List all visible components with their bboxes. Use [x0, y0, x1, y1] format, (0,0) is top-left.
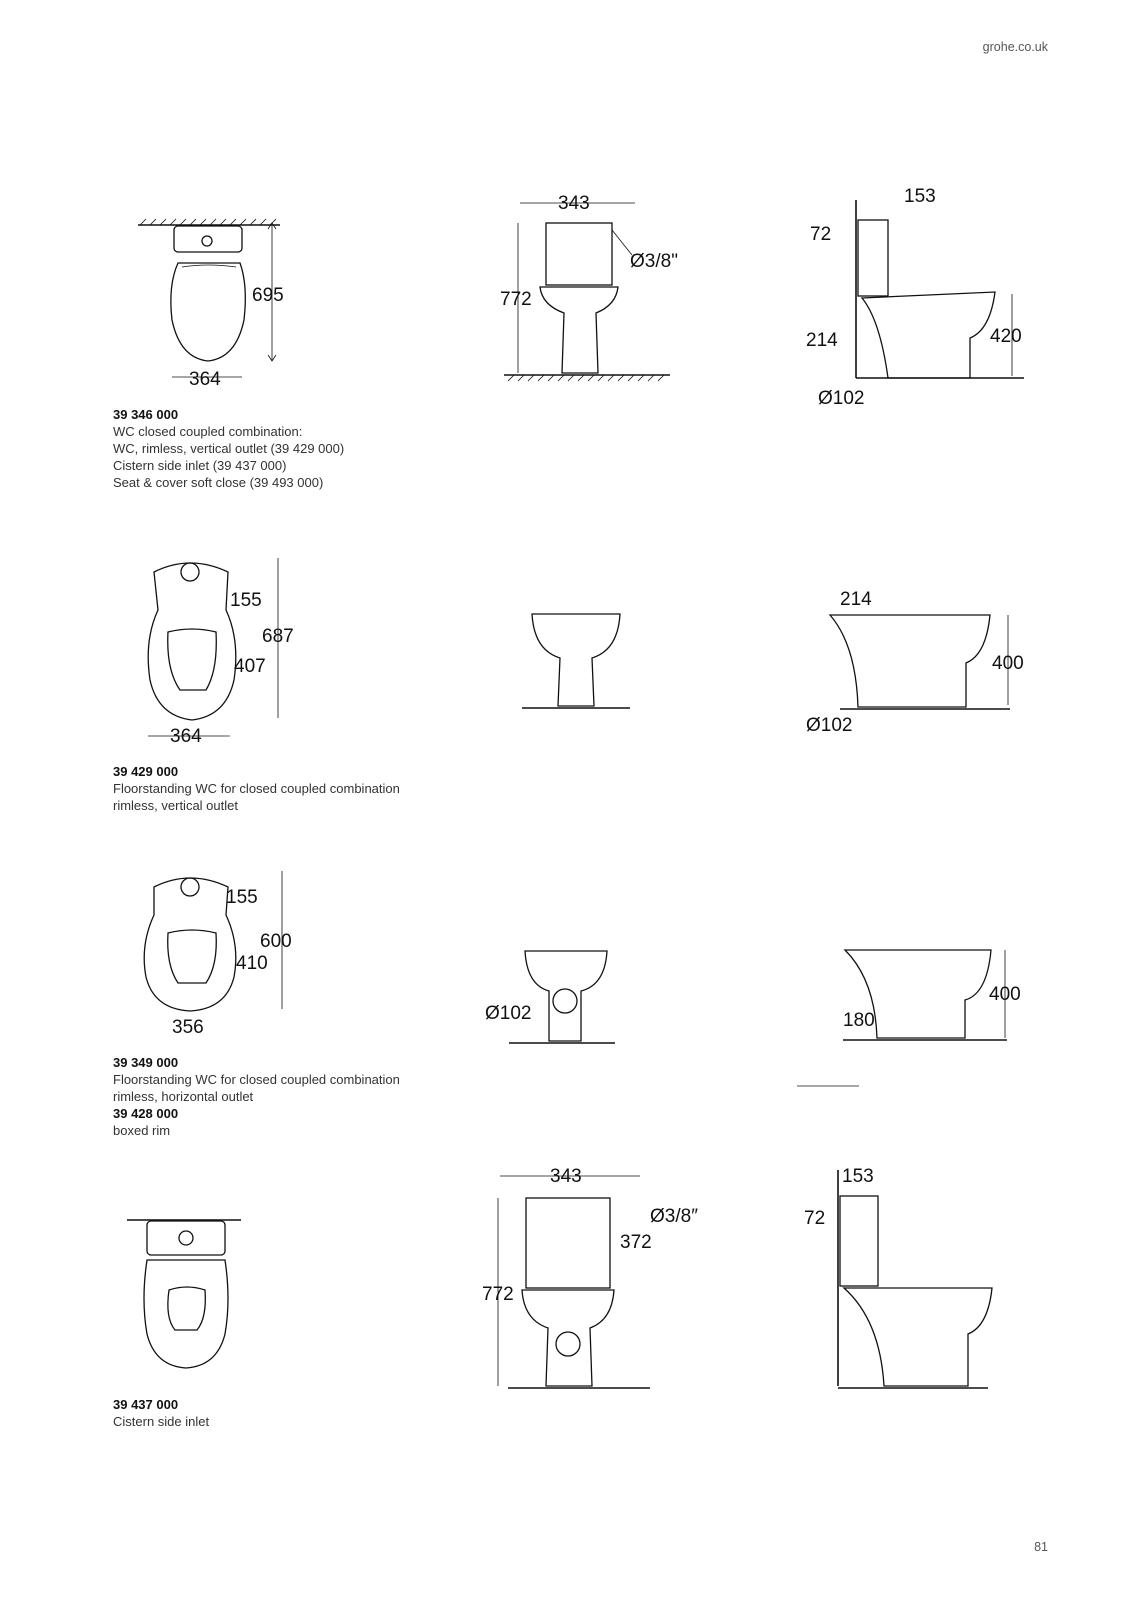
- dim-410: 410: [236, 953, 268, 974]
- dim-155: 155: [226, 887, 258, 908]
- header-url: grohe.co.uk: [982, 40, 1048, 54]
- drawing-39346000-top-view: [130, 205, 300, 395]
- caption-line: rimless, horizontal outlet: [113, 1089, 254, 1104]
- drawing-39349000-front-view: [485, 945, 635, 1055]
- drawing-39429000-side-view: [800, 585, 1040, 745]
- dim-343: 343: [550, 1166, 582, 1187]
- dim-outlet: Ø102: [818, 388, 865, 409]
- drawing-39349000-top-view: [118, 865, 298, 1040]
- caption-39437000: [113, 1396, 209, 1430]
- product-code: 39 346 000: [113, 407, 179, 422]
- dim-687: 687: [262, 626, 294, 647]
- caption-39346000: [113, 406, 344, 491]
- caption-line: WC closed coupled combination:: [113, 424, 303, 439]
- dim-772: 772: [482, 1284, 514, 1305]
- caption-39349000: [113, 1054, 400, 1139]
- caption-line: Cistern side inlet: [113, 1414, 210, 1429]
- drawing-39429000-top-view: [140, 550, 310, 750]
- caption-line: boxed rim: [113, 1123, 171, 1138]
- dim-772: 772: [500, 289, 532, 310]
- caption-line: Cistern side inlet (39 437 000): [113, 458, 287, 473]
- dim-inlet: Ø3/8": [630, 251, 678, 272]
- drawing-39346000-front-view: [500, 185, 700, 385]
- product-code: 39 428 000: [113, 1106, 179, 1121]
- dim-outlet: Ø102: [806, 715, 853, 736]
- dim-153: 153: [904, 186, 936, 207]
- dim-155: 155: [230, 590, 262, 611]
- dim-407: 407: [234, 656, 266, 677]
- dim-600: 600: [260, 931, 292, 952]
- dim-372: 372: [620, 1232, 652, 1253]
- caption-line: WC, rimless, vertical outlet (39 429 000): [113, 441, 345, 456]
- product-code: 39 349 000: [113, 1055, 179, 1070]
- dim-400: 400: [989, 984, 1021, 1005]
- caption-39429000: [113, 763, 400, 814]
- drawing-39429000-front-view: [520, 610, 640, 720]
- dim-420: 420: [990, 326, 1022, 347]
- dim-364: 364: [189, 369, 221, 390]
- dim-356: 356: [172, 1017, 204, 1038]
- caption-line: Floorstanding WC for closed coupled combination: [113, 781, 400, 796]
- dim-72: 72: [810, 224, 832, 245]
- dim-364: 364: [170, 726, 202, 747]
- dim-outlet: Ø102: [485, 1003, 532, 1024]
- dim-inlet: Ø3/8″: [650, 1206, 698, 1227]
- dim-343: 343: [558, 193, 590, 214]
- product-code: 39 429 000: [113, 764, 179, 779]
- drawing-39437000-top-view: [125, 1210, 255, 1385]
- drawing-39437000-front-view: [480, 1160, 710, 1395]
- drawing-39346000-side-view: [800, 180, 1040, 420]
- dim-180: 180: [843, 1010, 875, 1031]
- dim-153: 153: [842, 1166, 874, 1187]
- product-code: 39 437 000: [113, 1397, 179, 1412]
- caption-line: Seat & cover soft close (39 493 000): [113, 475, 324, 490]
- dim-72: 72: [804, 1208, 826, 1229]
- caption-line: rimless, vertical outlet: [113, 798, 238, 813]
- dim-695: 695: [252, 285, 284, 306]
- caption-line: Floorstanding WC for closed coupled combination: [113, 1072, 400, 1087]
- dim-214: 214: [840, 589, 872, 610]
- page-number: 81: [1034, 1540, 1048, 1554]
- dim-400: 400: [992, 653, 1024, 674]
- dim-214: 214: [806, 330, 838, 351]
- drawing-39437000-side-view: [800, 1160, 1010, 1395]
- drawing-39349000-side-view: [795, 940, 1035, 1090]
